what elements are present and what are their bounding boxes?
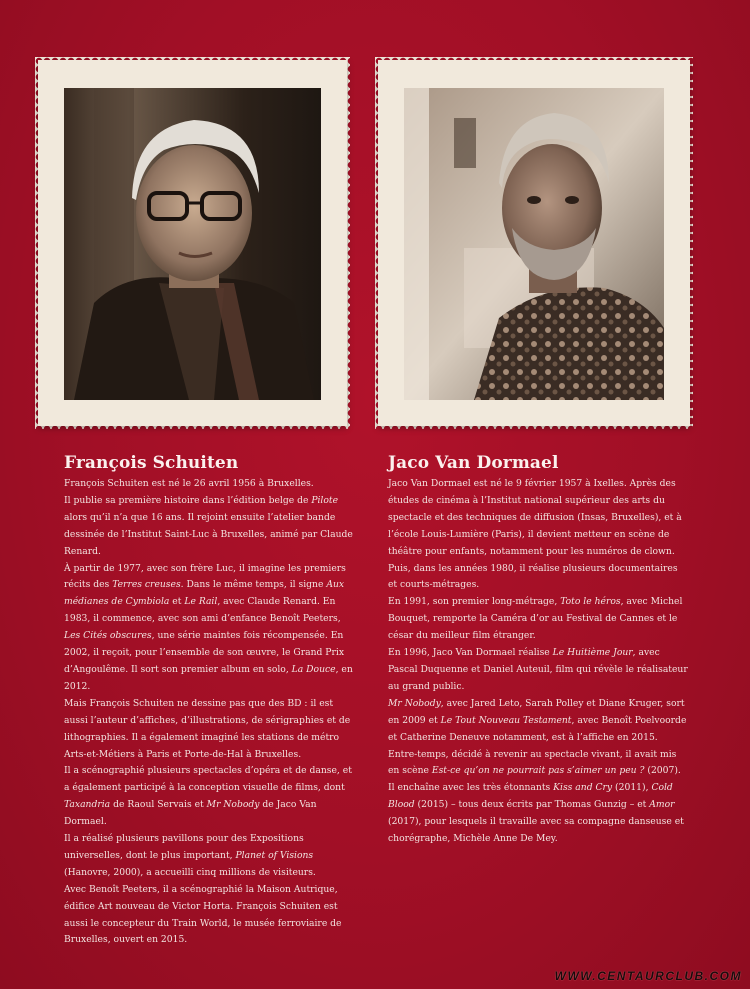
text-run: En 1991, son premier long-métrage,	[388, 596, 561, 608]
text-run: Avec Benoît Peeters, il a scénographié la Maison Autrique, édifice Art nouveau de Victor Horta. François Schuiten est aussi le concepteur du Train World, le musée ferroviaire de Bruxelles, ouvert en 2015.	[64, 883, 342, 946]
bio-text	[388, 476, 688, 848]
bio-paragraph	[64, 882, 356, 950]
bio-paragraph	[64, 476, 356, 493]
title-italic: Planet of Visions	[235, 849, 314, 861]
text-run: de Raoul Servais et	[110, 799, 207, 811]
photo-frame-van-dormael	[378, 60, 690, 426]
text-run: (Hanovre, 2000), a accueilli cinq millions de visiteurs.	[64, 866, 316, 878]
text-run: , avec Pascal Duquenne et Daniel Auteuil, film qui révèle le réalisateur au grand public.	[388, 647, 688, 692]
text-run: , avec Claude Renard. En 1983, il commence, avec son ami d’enfance Benoît Peeters,	[64, 596, 341, 625]
portrait-francois-schuiten	[64, 88, 321, 400]
text-run: , en 2012.	[64, 663, 353, 692]
text-run: Il a réalisé plusieurs pavillons pour des Expositions universelles, dont le plus important,	[64, 833, 304, 861]
text-run: (2015) – tous deux écrits par Thomas Gunzig – et	[414, 799, 650, 811]
title-italic: Terres creuses	[112, 579, 181, 591]
title-italic: Le Rail	[184, 596, 218, 608]
bio-francois-schuiten	[64, 452, 356, 949]
text-run: , avec Michel Bouquet, remporte la Caméra d’or au Festival de Cannes et le césar du meilleur film étranger.	[388, 596, 683, 642]
bio-paragraph	[64, 763, 356, 831]
bio-jaco-van-dormael	[388, 452, 688, 848]
bio-paragraph	[388, 476, 688, 594]
text-run: de Jaco Van Dormael.	[64, 799, 317, 828]
text-run: , avec Jared Leto, Sarah Polley et Diane Kruger, sort en 2009 et	[388, 697, 685, 726]
title-italic: Kiss and Cry	[553, 782, 613, 794]
bio-paragraph	[64, 831, 356, 882]
title-italic: La Douce	[291, 663, 336, 675]
title-italic: Cold Blood	[388, 782, 673, 811]
text-run: François Schuiten est né le 26 avril 1956 à Bruxelles.	[64, 478, 314, 489]
text-run: , avec Benoît Poelvoorde et Catherine Deneuve notamment, est à l’affiche en 2015.	[388, 714, 687, 743]
text-run: , une série maintes fois récompensée. En 2002, il reçoit, pour l’ensemble de son œuvre, le Grand Prix d’Angoulême. Il sort son premier album en solo,	[64, 630, 344, 675]
bio-paragraph	[388, 645, 688, 696]
text-run: En 1996, Jaco Van Dormael réalise	[388, 647, 553, 659]
text-run: . Dans le même temps, il signe	[180, 579, 327, 591]
title-italic: Est-ce qu’on ne pourrait pas s’aimer un peu ?	[431, 765, 645, 777]
bio-name: François Schuiten	[64, 453, 239, 473]
bio-paragraph	[388, 594, 688, 645]
text-run: Il a scénographié plusieurs spectacles d’opéra et de danse, et a également participé à la conception visuelle de films, dont	[64, 765, 352, 794]
text-run: À partir de 1977, avec son frère Luc, il imagine les premiers récits des	[64, 562, 346, 591]
title-italic: Le Huitième Jour	[552, 647, 633, 659]
bio-paragraph	[388, 696, 688, 747]
title-italic: Mr Nobody	[388, 697, 441, 709]
bio-paragraph	[64, 696, 356, 764]
bio-paragraph	[388, 747, 688, 848]
bio-paragraph	[64, 561, 356, 696]
watermark: WWW.CENTAURCLUB.COM	[554, 969, 742, 983]
title-italic: Le Tout Nouveau Testament	[440, 714, 572, 726]
title-italic: Mr Nobody	[206, 799, 260, 811]
bio-text	[64, 476, 356, 949]
text-run: Mais François Schuiten ne dessine pas que des BD : il est aussi l’auteur d’affiches, d’illustrations, de sérigraphies et de lithographies. Il a également imaginé les stations de métro Arts-et-Métiers à Paris et Porte-de-Hal à Bruxelles.	[64, 697, 351, 760]
text-run: (2007). Il enchaîne avec les très étonnants	[388, 765, 681, 794]
title-italic: Aux médianes de Cymbiola	[64, 579, 345, 608]
bio-paragraph	[64, 493, 356, 561]
text-run: (2011),	[612, 782, 652, 794]
title-italic: Taxandria	[64, 799, 111, 811]
bio-name: Jaco Van Dormael	[388, 453, 559, 473]
text-run: Entre-temps, décidé à revenir au spectacle vivant, il avait mis en scène	[388, 748, 677, 777]
portrait-jaco-van-dormael	[404, 88, 664, 400]
title-italic: Toto le héros	[560, 596, 621, 608]
title-italic: Pilote	[311, 494, 339, 506]
text-run: (2017), pour lesquels il travaille avec sa compagne danseuse et chorégraphe, Michèle Anne De Mey.	[388, 816, 684, 845]
title-italic: Amor	[649, 799, 675, 811]
title-italic: Les Cités obscures	[64, 630, 152, 642]
text-run: Il publie sa première histoire dans l’édition belge de	[64, 494, 312, 506]
photo-frame-schuiten	[38, 60, 347, 426]
text-run: et	[169, 596, 185, 608]
text-run: Jaco Van Dormael est né le 9 février 1957 à Ixelles. Après des études de cinéma à l’Institut national supérieur des arts du spectacle et des techniques de diffusion (Insas, Bruxelles), et à l’école Louis-Lumière (Paris), il devient metteur en scène de théâtre pour enfants, notamment pour les numéros de clown. Puis, dans les années 1980, il réalise plusieurs documentaires et courts-métrages.	[388, 478, 682, 591]
text-run: alors qu’il n’a que 16 ans. Il rejoint ensuite l’atelier bande dessinée de l’Institut Saint-Luc à Bruxelles, animé par Claude Renard.	[64, 511, 353, 557]
